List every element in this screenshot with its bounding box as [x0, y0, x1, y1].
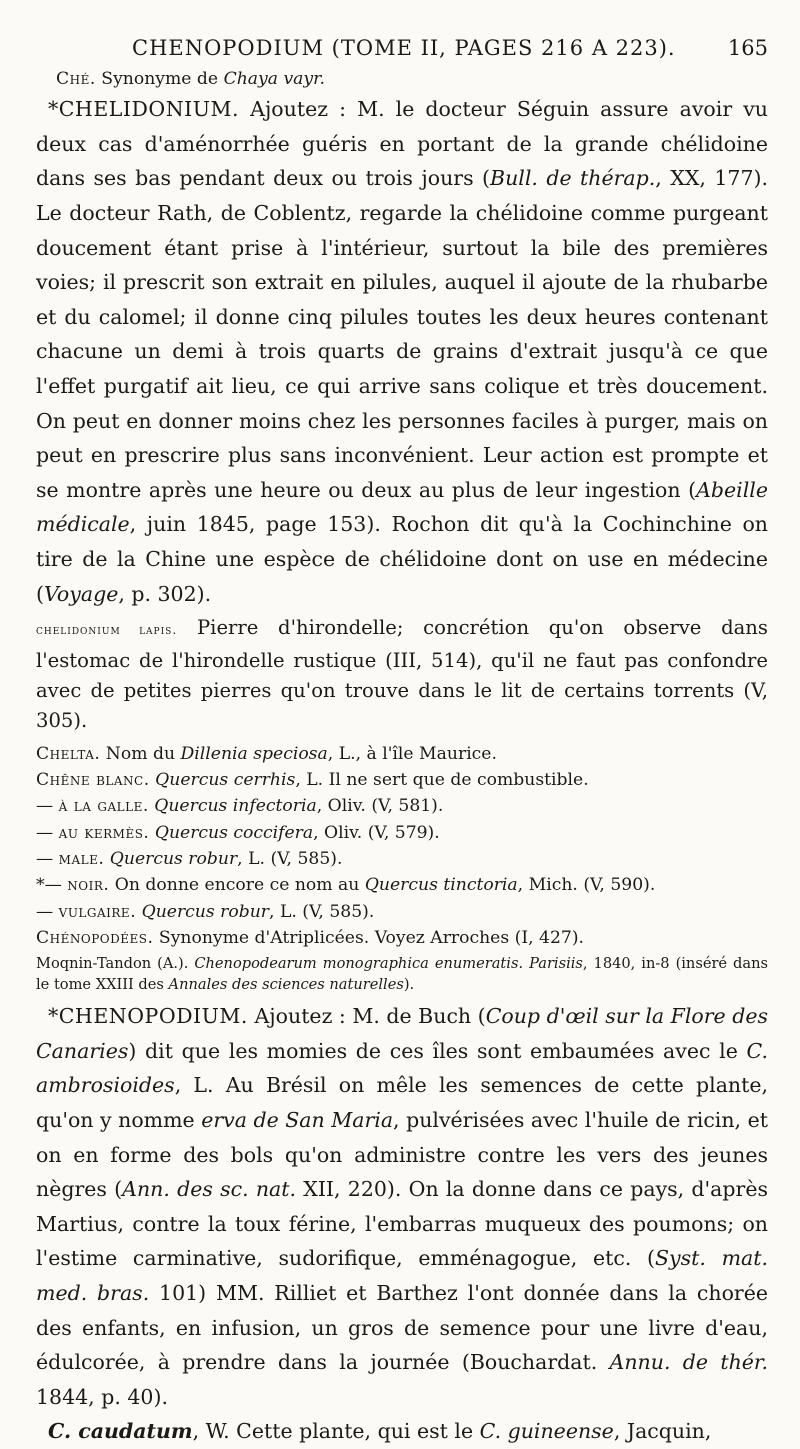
entry-chene-vulgaire: — vulgaire. Quercus robur, L. (V, 585). — [36, 901, 375, 922]
entry-chenopodees: Chénopodées. Synonyme d'Atriplicées. Voyez Arroches (I, 427). — [36, 927, 585, 948]
entry-chene-male: — male. Quercus robur, L. (V, 585). — [36, 849, 343, 870]
entry-head: Chénopodées. — [36, 927, 154, 948]
entry-chene-noir: *— noir. On donne encore ce nom au Quercus tinctoria, Mich. (V, 590). — [36, 875, 656, 896]
entry-head: male. — [58, 849, 105, 870]
entry-chelidonium: *CHELIDONIUM. Ajoutez : M. le docteur Séguin assure avoir vu deux cas d'aménorrhée guéris en portant de la grande chélidoine dans ses bas pendant deux ou trois jours (Bull. de thérap., XX, 177). Le docteur Rath, de Coblentz, regarde la chélidoine comme purgeant doucement étant prise à l'intérieur, surtout la bile des premières voies; il prescrit son extrait en pilules, auquel il ajoute de la rhubarbe et du calomel; il donne cinq pilules toutes les deux heures contenant chacune un demi à trois quarts de grains d'extrait jusqu'à ce que l'effet purgatif ait lieu, ce qui arrive sans colique et très doucement. On peut en donner moins chez les personnes faciles à purger, mais on peut en prescrire plus sans inconvénient. Leur action est prompte et se montre après une heure ou deux au plus de leur ingestion (Abeille médicale, juin 1845, page 153). Rochon dit qu'à la Cochinchine on tire de la Chine une espèce de chélidoine dont on use en médecine (Voyage, p. 302). — [36, 97, 769, 606]
entry-chene-galle: — à la galle. Quercus infectoria, Oliv. (V, 581). — [36, 796, 444, 817]
entry-head: C. caudatum — [48, 1419, 193, 1444]
entry-head: noir. — [67, 875, 110, 896]
entry-chene-blanc: Chêne blanc. Quercus cerrhis, L. Il ne sert que de combustible. — [36, 770, 589, 791]
entry-head: vulgaire. — [58, 901, 137, 922]
page — [36, 36, 768, 1449]
bibliography-moquin: Moqnin-Tandon (A.). Chenopodearum monographica enumeratis. Parisiis, 1840, in-8 (inséré dans le tome XXIII des Annales des sciences naturelles). — [36, 955, 768, 994]
entry-head: *CHENOPODIUM. — [48, 1004, 248, 1029]
entry-chelta: Chelta. Nom du Dillenia speciosa, L., à l'île Maurice. — [36, 743, 497, 764]
entry-caudatum: C. caudatum, W. Cette plante, qui est le C. guineense, Jacquin, — [48, 1419, 712, 1444]
entry-head: Ché. — [56, 69, 96, 89]
entry-head: à la galle. — [58, 796, 149, 817]
entry-chene-kermes: — au kermès. Quercus coccifera, Oliv. (V, 579). — [36, 822, 440, 843]
running-header — [36, 36, 768, 60]
entry-che: Ché. Synonyme de Chaya vayr. — [56, 69, 325, 89]
entry-head: au kermès. — [58, 822, 150, 843]
entry-head: Chêne blanc. — [36, 770, 150, 791]
entry-chelidonium-lapis: chelidonium lapis. Pierre d'hirondelle; concrétion qu'on observe dans l'estomac de l'hirondelle rustique (III, 514), qu'il ne faut pas confondre avec de petites pierres qu'on trouve dans le lit de certains torrents (V, 305). — [36, 616, 768, 733]
entry-head: chelidonium lapis. — [36, 622, 178, 638]
entry-chenopodium: *CHENOPODIUM. Ajoutez : M. de Buch (Coup d'œil sur la Flore des Canaries) dit que les momies de ces îles sont embaumées avec le C. ambrosioides, L. Au Brésil on mêle les semences de cette plante, qu'on y nomme erva de San Maria, pulvérisées avec l'huile de ricin, et on en forme des bols qu'on administre contre les vers des jeunes nègres (Ann. des sc. nat. XII, 220). On la donne dans ce pays, d'après Martius, contre la toux férine, l'embarras muqueux des poumons; on l'estime carminative, sudorifique, emménagogue, etc. (Syst. mat. med. bras. 101) MM. Rilliet et Barthez l'ont donnée dans la chorée des enfants, en infusion, un gros de semence pour une livre d'eau, édulcorée, à prendre dans la journée (Bouchardat. Annu. de thér. 1844, p. 40). — [36, 1004, 768, 1409]
running-title: CHENOPODIUM (TOME II, PAGES 216 A 223). — [132, 36, 676, 60]
entry-head: *CHELIDONIUM. — [48, 97, 240, 122]
entry-head: Chelta. — [36, 743, 101, 764]
page-number: 165 — [727, 36, 768, 60]
